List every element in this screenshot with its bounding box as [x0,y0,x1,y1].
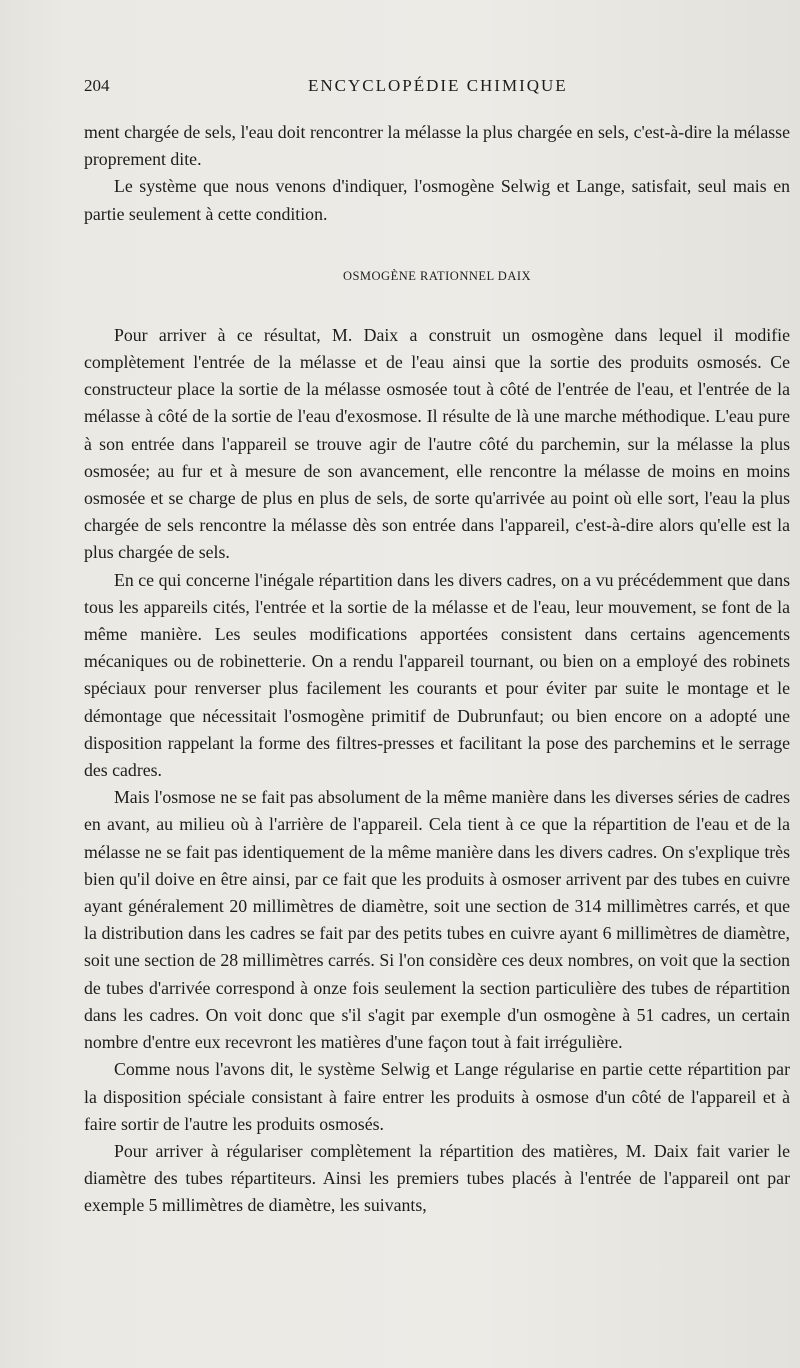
page-body [84,119,790,1220]
paragraph-tubes-repartiteurs: Pour arriver à régulariser complètement la répartition des matières, M. Daix fait varier le diamètre des tubes répartiteurs. Ainsi les premiers tubes placés à l'entrée de l'appareil ont par exemple 5 millimètres de diamètre, les suivants, [84,1140,790,1216]
paragraph-selwig-regularise: Comme nous l'avons dit, le système Selwig et Lange régularise en partie cette répartition par la disposition spéciale consistant à faire entrer les produits à osmose d'un côté de l'appareil et à faire sortir de l'autre les produits osmosés. [84,1059,790,1134]
paragraph-selwig-lange: Le système que nous venons d'indiquer, l'osmogène Selwig et Lange, satisfait, seul mais en partie seulement à cette condition. [84,176,790,224]
paragraph-continuation: ment chargée de sels, l'eau doit rencontrer la mélasse la plus chargée en sels, c'est-à-dire la mélasse proprement dite. [84,122,790,170]
paragraph-daix-osmogene: Pour arriver à ce résultat, M. Daix a construit un osmogène dans lequel il modifie complètement l'entrée de la mélasse et de l'eau ainsi que la sortie des produits osmosés. Ce constructeur place la sortie de la mélasse osmosée tout à côté de l'entrée de l'eau, et l'entrée de la mélasse à côté de la sortie de l'eau d'exosmose. Il résulte de là une marche méthodique. L'eau pure à son entrée dans l'appareil se trouve agir de l'autre côté du parchemin, sur la mélasse la plus osmosée; au fur et à mesure de son avancement, elle rencontre la mélasse de moins en moins osmosée et se charge de plus en plus de sels, de sorte qu'arrivée au point où elle sort, l'eau la plus chargée de sels rencontre la mélasse dès son entrée dans l'appareil, c'est-à-dire alors qu'elle est la plus chargée de sels. [84,324,790,563]
running-title: ENCYCLOPÉDIE CHIMIQUE [308,76,568,95]
heading-block [84,228,790,322]
section-heading: OSMOGÈNE RATIONNEL DAIX [342,268,532,283]
paragraph-osmose-cadres: Mais l'osmose ne se fait pas absolument de la même manière dans les diverses séries de cadres en avant, au milieu où à l'arrière de l'appareil. Cela tient à ce que la répartition de l'eau et de la mélasse ne se fait pas identiquement de la même manière dans les divers cadres. On s'explique très bien qu'il doive en être ainsi, par ce fait que les produits à osmoser arrivent par des tubes en cuivre ayant généralement 20 millimètres de diamètre, soit une section de 314 millimètres carrés, et que la distribution dans les cadres se fait par des petits tubes en cuivre ayant 6 millimètres de diamètre, soit une section de 28 millimètres carrés. Si l'on considère ces deux nombres, on voit que la section de tubes d'arrivée correspond à onze fois seulement la section particulière des tubes de répartition dans les cadres. On voit donc que s'il s'agit par exemple d'un osmogène à 51 cadres, un certain nombre d'entre eux recevront les matières d'une façon tout à fait irrégulière. [84,787,790,1053]
page-number: 204 [84,76,110,95]
page-header [84,76,794,100]
paragraph-repartition: En ce qui concerne l'inégale répartition dans les divers cadres, on a vu précédemment que dans tous les appareils cités, l'entrée et la sortie de la mélasse et de l'eau, leur mouvement, se font de la même manière. Les seules modifications apportées consistent dans certains agencements mécaniques ou de robinetterie. On a rendu l'appareil tournant, ou bien on a employé des robinets spéciaux pour renverser plus facilement les courants et pour éviter par suite le montage et le démontage que nécessitait l'osmogène primitif de Dubrunfaut; ou bien encore on a adopté une disposition rappelant la forme des filtres-presses et facilitant la pose des parchemins et le serrage des cadres. [84,569,790,781]
